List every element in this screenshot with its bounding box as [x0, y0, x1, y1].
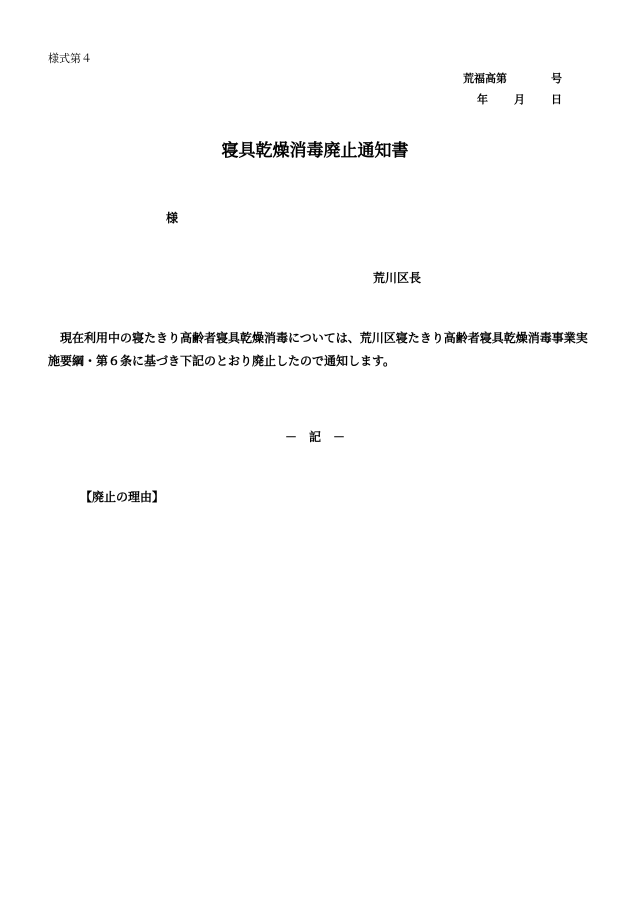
form-number: 様式第４	[48, 52, 92, 65]
document-title: 寝具乾燥消毒廃止通知書	[221, 141, 409, 161]
date-day-label: 日	[551, 93, 562, 106]
date-month-label: 月	[514, 93, 525, 106]
date-year-label: 年	[477, 93, 488, 106]
document-number-suffix: 号	[551, 72, 562, 85]
reason-label: 【廃止の理由】	[80, 490, 165, 504]
ki-heading: － 記 －	[284, 430, 345, 444]
sender-name: 荒川区長	[373, 271, 422, 285]
document-number	[463, 70, 562, 86]
body-paragraph: 現在利用中の寝たきり高齢者寝具乾燥消毒については、荒川区寝たきり高齢者寝具乾燥消毒事業実施要綱・第６条に基づき下記のとおり廃止したので通知します。	[48, 331, 588, 368]
document-number-prefix: 荒福高第	[463, 72, 507, 85]
recipient-suffix: 様	[166, 211, 179, 225]
document-date	[477, 91, 562, 107]
